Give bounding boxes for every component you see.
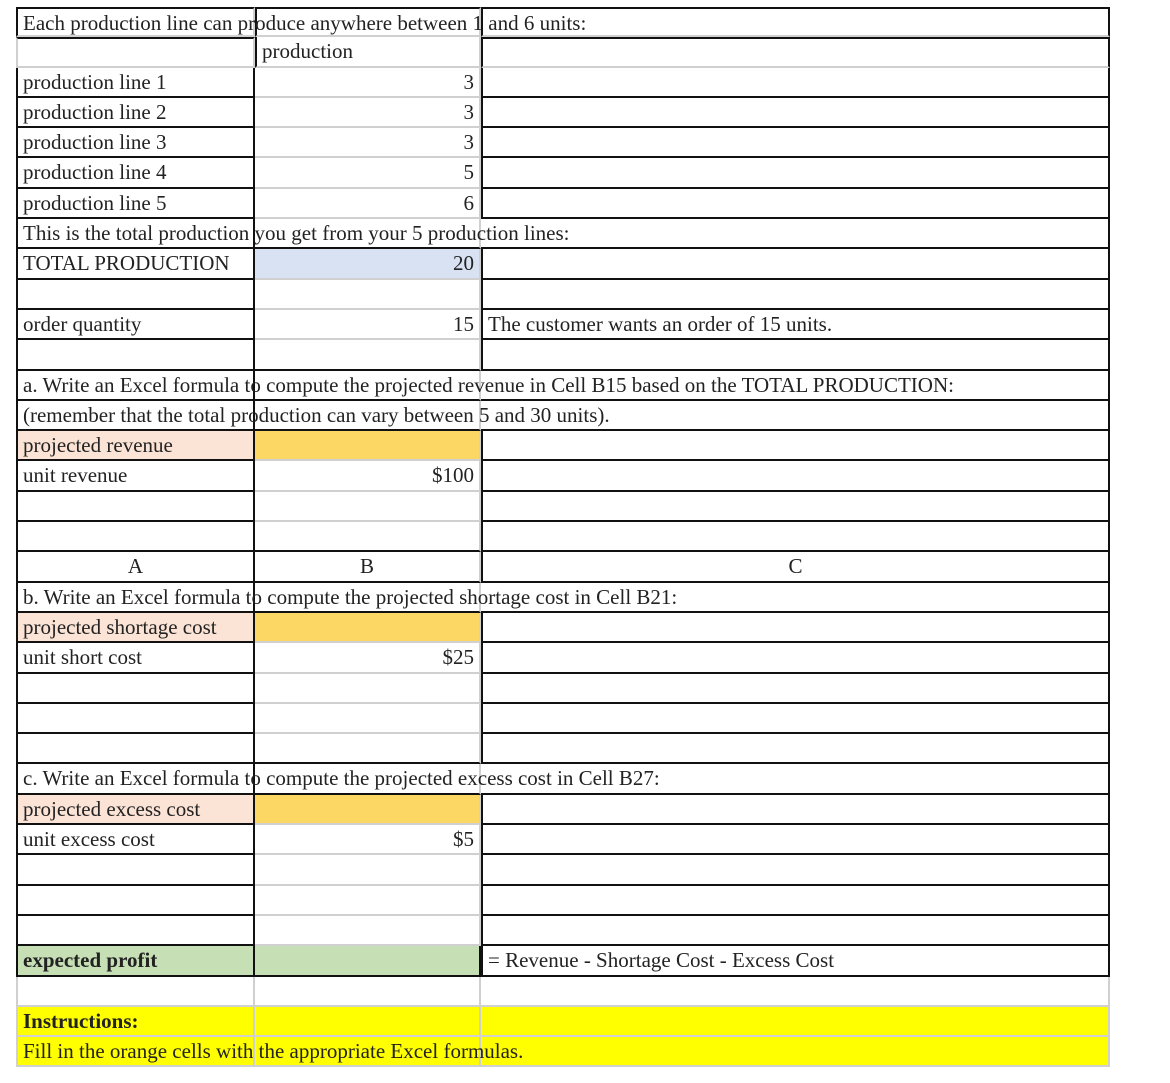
- row-production-line-2: [16, 98, 1110, 128]
- production-line-label[interactable]: production line 2: [16, 98, 255, 128]
- part-c-line1-cell[interactable]: [16, 764, 660, 794]
- cell-c23[interactable]: [481, 674, 1110, 704]
- row-30: [16, 886, 1110, 916]
- unit-revenue-label: unit revenue: [23, 463, 128, 488]
- cell-b17[interactable]: [255, 492, 481, 522]
- cell-c6[interactable]: [481, 158, 1110, 188]
- spreadsheet: [16, 7, 1110, 1067]
- cell-c33[interactable]: [481, 977, 1110, 1007]
- row-31: [16, 916, 1110, 946]
- instructions-title: Instructions:: [23, 1008, 139, 1033]
- row-production-line-1: [16, 68, 1110, 98]
- projected-shortage-input-cell[interactable]: [255, 613, 481, 643]
- row-28: [16, 825, 1110, 855]
- part-a-line2: (remember that the total production can vary between 5 and 30 units).: [23, 402, 610, 427]
- cell-b23[interactable]: [255, 674, 481, 704]
- production-line-value[interactable]: 6: [255, 189, 481, 219]
- production-line-value[interactable]: 3: [255, 68, 481, 98]
- row-27: [16, 795, 1110, 825]
- cell-c27[interactable]: [481, 795, 1110, 825]
- production-line-label[interactable]: production line 3: [16, 128, 255, 158]
- column-header-b[interactable]: B: [255, 552, 481, 582]
- total-note: This is the total production you get from your 5 production lines:: [23, 221, 570, 246]
- cell-c4[interactable]: [481, 98, 1110, 128]
- cell-a33[interactable]: [16, 977, 255, 1007]
- cell-a31[interactable]: [16, 916, 255, 946]
- unit-short-cost-label-cell[interactable]: [16, 643, 255, 673]
- production-line-label[interactable]: production line 1: [16, 68, 255, 98]
- cell-c29[interactable]: [481, 855, 1110, 885]
- unit-revenue-value: $100: [432, 463, 474, 488]
- production-line-value[interactable]: 3: [255, 98, 481, 128]
- unit-revenue-value-cell[interactable]: [255, 461, 481, 491]
- row-15: [16, 431, 1110, 461]
- unit-revenue-label-cell[interactable]: [16, 461, 255, 491]
- row-24: [16, 704, 1110, 734]
- row-13: [16, 371, 1110, 401]
- row-1: [16, 7, 1110, 37]
- cell-b29[interactable]: [255, 855, 481, 885]
- row-20: [16, 583, 1110, 613]
- row-production-line-4: [16, 158, 1110, 188]
- column-header-a[interactable]: A: [16, 552, 255, 582]
- part-b-line1: b. Write an Excel formula to compute the projected shortage cost in Cell B21:: [23, 584, 678, 609]
- cell-a29[interactable]: [16, 855, 255, 885]
- cell-a12[interactable]: [16, 340, 255, 370]
- projected-revenue-input-cell[interactable]: [255, 431, 481, 461]
- row-35: [16, 1037, 1110, 1067]
- expected-profit-label-cell[interactable]: [16, 946, 255, 976]
- row-production-line-5: [16, 189, 1110, 219]
- cell-a30[interactable]: [16, 886, 255, 916]
- cell-c22[interactable]: [481, 643, 1110, 673]
- row-18: [16, 522, 1110, 552]
- instructions-text: Fill in the orange cells with the appropriate Excel formulas.: [23, 1039, 524, 1064]
- order-note-cell[interactable]: [481, 310, 1110, 340]
- part-c-line1: c. Write an Excel formula to compute the projected excess cost in Cell B27:: [23, 766, 660, 791]
- projected-revenue-label-cell[interactable]: [16, 431, 255, 461]
- unit-short-cost-value: $25: [442, 645, 474, 670]
- row-12: [16, 340, 1110, 370]
- cell-b31[interactable]: [255, 916, 481, 946]
- projected-revenue-label: projected revenue: [23, 433, 173, 458]
- cell-a24[interactable]: [16, 704, 255, 734]
- cell-c25[interactable]: [481, 734, 1110, 764]
- order-quantity-label: order quantity: [23, 311, 142, 336]
- cell-c24[interactable]: [481, 704, 1110, 734]
- cell-c12[interactable]: [481, 340, 1110, 370]
- cell-c10[interactable]: [481, 280, 1110, 310]
- cell-b30[interactable]: [255, 886, 481, 916]
- unit-excess-cost-value-cell[interactable]: [255, 825, 481, 855]
- expected-profit-label: expected profit: [23, 948, 158, 973]
- total-note-cell[interactable]: [16, 219, 570, 249]
- row-33: [16, 977, 1110, 1007]
- part-b-line1-cell[interactable]: [16, 583, 678, 613]
- production-header: production: [262, 39, 353, 64]
- header-note: Each production line can produce anywhere between 1 and 6 units:: [23, 11, 587, 35]
- cell-c2[interactable]: [481, 37, 1110, 67]
- row-16: [16, 461, 1110, 491]
- cell-c9[interactable]: [481, 249, 1110, 279]
- cell-c15[interactable]: [481, 431, 1110, 461]
- cell-b10[interactable]: [255, 280, 481, 310]
- row-17: [16, 492, 1110, 522]
- cell-c5[interactable]: [481, 128, 1110, 158]
- row-production-line-3: [16, 128, 1110, 158]
- cell-c7[interactable]: [481, 189, 1110, 219]
- projected-excess-label: projected excess cost: [23, 796, 201, 821]
- row-10: [16, 280, 1110, 310]
- production-line-value[interactable]: 5: [255, 158, 481, 188]
- part-a-line2-cell[interactable]: [16, 401, 610, 431]
- cell-c8[interactable]: [481, 219, 1110, 249]
- cell-c21[interactable]: [481, 613, 1110, 643]
- cell-a23[interactable]: [16, 674, 255, 704]
- production-line-label[interactable]: production line 4: [16, 158, 255, 188]
- unit-excess-cost-value: $5: [453, 827, 474, 852]
- production-line-label[interactable]: production line 5: [16, 189, 255, 219]
- part-a-line1-cell[interactable]: [16, 371, 954, 401]
- cell-c18[interactable]: [481, 522, 1110, 552]
- row-23: [16, 674, 1110, 704]
- row-34: [16, 1007, 1110, 1037]
- part-a-line1: a. Write an Excel formula to compute the projected revenue in Cell B15 based on the TOTAL PRODUCTION:: [23, 372, 954, 397]
- row-22: [16, 643, 1110, 673]
- cell-b24[interactable]: [255, 704, 481, 734]
- projected-excess-input-cell[interactable]: [255, 795, 481, 825]
- row-32: [16, 946, 1110, 976]
- projected-shortage-label-cell[interactable]: [16, 613, 255, 643]
- cell-a18[interactable]: [16, 522, 255, 552]
- profit-formula-note-cell[interactable]: [481, 946, 1110, 976]
- instructions-text-cell[interactable]: [16, 1037, 524, 1067]
- cell-b12[interactable]: [255, 340, 481, 370]
- cell-a10[interactable]: [16, 280, 255, 310]
- cell-c35[interactable]: [481, 1037, 1110, 1067]
- row-29: [16, 855, 1110, 885]
- total-production-label-cell[interactable]: [16, 249, 255, 279]
- order-quantity-label-cell[interactable]: [16, 310, 255, 340]
- row-21: [16, 613, 1110, 643]
- profit-formula-note: = Revenue - Shortage Cost - Excess Cost: [488, 948, 835, 973]
- order-quantity-value-cell[interactable]: [255, 310, 481, 340]
- unit-short-cost-label: unit short cost: [23, 645, 142, 670]
- cell-c17[interactable]: [481, 492, 1110, 522]
- production-line-value[interactable]: 3: [255, 128, 481, 158]
- cell-a2[interactable]: [16, 37, 255, 67]
- row-14: [16, 401, 1110, 431]
- unit-excess-cost-label: unit excess cost: [23, 827, 155, 852]
- instructions-title-cell[interactable]: [16, 1007, 255, 1037]
- cell-c28[interactable]: [481, 825, 1110, 855]
- row-8: [16, 219, 1110, 249]
- projected-excess-label-cell[interactable]: [16, 795, 255, 825]
- projected-shortage-label: projected shortage cost: [23, 614, 217, 639]
- cell-b25[interactable]: [255, 734, 481, 764]
- total-production-value-cell[interactable]: [255, 249, 481, 279]
- unit-excess-cost-label-cell[interactable]: [16, 825, 255, 855]
- cell-b18[interactable]: [255, 522, 481, 552]
- cell-b33[interactable]: [255, 977, 481, 1007]
- row-2: [16, 37, 1110, 67]
- cell-c34[interactable]: [481, 1007, 1110, 1037]
- cell-c30[interactable]: [481, 886, 1110, 916]
- header-note-cell[interactable]: [16, 7, 587, 37]
- cell-a25[interactable]: [16, 734, 255, 764]
- cell-a17[interactable]: [16, 492, 255, 522]
- column-header-c[interactable]: C: [481, 552, 1110, 582]
- order-quantity-value: 15: [453, 311, 474, 336]
- row-19: [16, 552, 1110, 582]
- unit-short-cost-value-cell[interactable]: [255, 643, 481, 673]
- row-26: [16, 764, 1110, 794]
- expected-profit-input-cell[interactable]: [255, 946, 481, 976]
- total-production-label: TOTAL PRODUCTION: [23, 251, 230, 276]
- production-header-cell[interactable]: [255, 37, 481, 67]
- cell-c31[interactable]: [481, 916, 1110, 946]
- row-25: [16, 734, 1110, 764]
- total-production-value: 20: [453, 251, 474, 276]
- cell-b34[interactable]: [255, 1007, 481, 1037]
- row-9: [16, 249, 1110, 279]
- cell-c3[interactable]: [481, 68, 1110, 98]
- order-note: The customer wants an order of 15 units.: [488, 311, 833, 336]
- cell-c16[interactable]: [481, 461, 1110, 491]
- row-11: [16, 310, 1110, 340]
